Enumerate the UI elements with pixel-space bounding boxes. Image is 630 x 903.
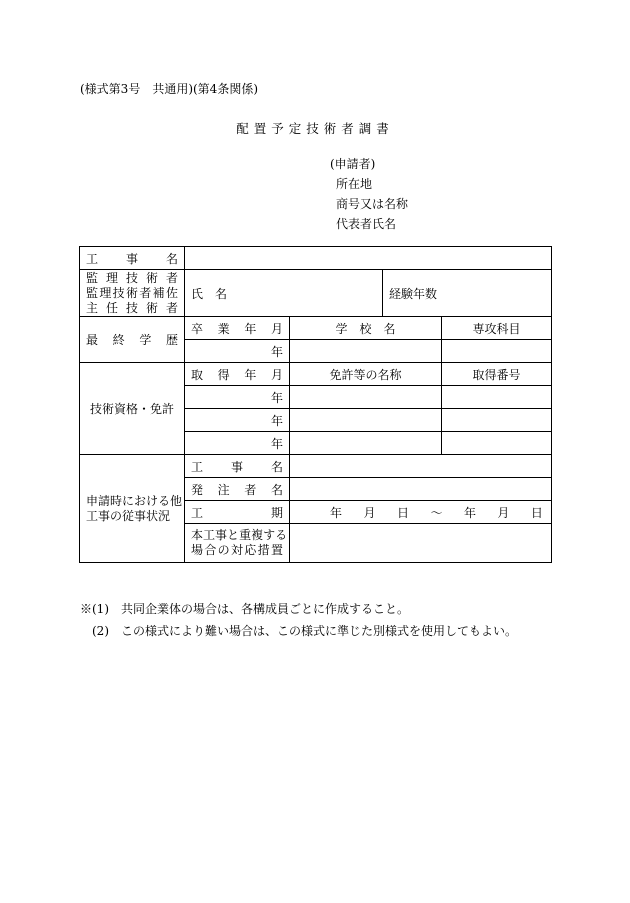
education-label-text: 最 終 学 歴 (86, 333, 178, 347)
client-label-text: 発 注 者 名 (191, 482, 283, 497)
applicant-address-label: 所在地 (336, 177, 373, 191)
license-name-value-2[interactable] (290, 409, 442, 432)
graduation-header (185, 317, 290, 340)
role-supervising-engineer: 監 理 技 術 者 (86, 270, 178, 285)
license-number-value-3[interactable] (442, 432, 552, 455)
measures-line-2: 場 合 の 対 応 措 置 (191, 543, 283, 557)
applicant-label: (申請者) (330, 157, 376, 171)
measures-value[interactable] (290, 524, 552, 563)
license-number-header: 取得番号 (442, 363, 552, 386)
role-assistant-engineer: 監 理 技 術 者 補 佐 (86, 285, 178, 300)
applicant-block (330, 154, 408, 234)
major-value[interactable] (442, 340, 552, 363)
client-value[interactable] (290, 478, 552, 501)
license-number-value-1[interactable] (442, 386, 552, 409)
client-label (185, 478, 290, 501)
other-construction-name-label (185, 455, 290, 478)
period-label (185, 501, 290, 524)
engineer-name-cell[interactable] (185, 270, 383, 317)
other-work-label-line-1: 申請時における他 (86, 493, 183, 508)
period-label-text: 工 期 (191, 505, 283, 520)
measures-line-1: 本 工 事 と 重 複 す る (191, 528, 288, 542)
school-value[interactable] (290, 340, 442, 363)
other-construction-name-value[interactable] (290, 455, 552, 478)
engineer-form-table (79, 246, 552, 563)
construction-name-text: 工 事 名 (86, 251, 178, 266)
graduation-year-cell[interactable]: 年 (185, 340, 290, 363)
construction-name-value[interactable] (185, 247, 552, 270)
education-label (80, 317, 185, 363)
experience-label: 経験年数 (389, 286, 438, 301)
acquired-year-cell-2[interactable]: 年 (185, 409, 290, 432)
license-name-value-3[interactable] (290, 432, 442, 455)
measures-label (185, 524, 290, 563)
notes (80, 598, 517, 642)
other-construction-name-text: 工 事 名 (191, 459, 283, 474)
acquired-year-cell-3[interactable]: 年 (185, 432, 290, 455)
form-number: (様式第3号 共通用)(第4条関係) (80, 82, 258, 96)
license-header: 免許等の名称 (290, 363, 442, 386)
graduation-header-text: 卒 業 年 月 (191, 321, 283, 336)
school-header-text: 学 校 名 (335, 321, 396, 336)
applicant-trade-name-label: 商号又は名称 (336, 197, 409, 211)
major-header: 専攻科目 (442, 317, 552, 340)
other-work-label-line-2: 工事の従事状況 (86, 508, 171, 523)
qualification-label: 技術資格・免許 (80, 363, 185, 455)
name-label: 氏 名 (191, 286, 228, 301)
engineer-role-label (80, 270, 185, 317)
applicant-representative-label: 代表者氏名 (336, 217, 397, 231)
note-2: (2) この様式により難い場合は、この様式に準じた別様式を使用してもよい。 (92, 624, 518, 638)
other-work-label (80, 455, 185, 563)
construction-name-label (80, 247, 185, 270)
acquired-year-cell-1[interactable]: 年 (185, 386, 290, 409)
license-number-value-2[interactable] (442, 409, 552, 432)
role-chief-engineer: 主 任 技 術 者 (86, 300, 178, 315)
note-1: ※(1) 共同企業体の場合は、各構成員ごとに作成すること。 (80, 602, 410, 616)
document-title: 配置予定技術者調書 (236, 121, 394, 136)
period-units: 年 月 日 〜 年 月 日 (330, 505, 543, 520)
acquired-header-text: 取 得 年 月 (191, 367, 283, 382)
period-value[interactable] (290, 501, 552, 524)
experience-years-cell[interactable] (383, 270, 552, 317)
school-header (290, 317, 442, 340)
license-name-value-1[interactable] (290, 386, 442, 409)
acquired-header (185, 363, 290, 386)
